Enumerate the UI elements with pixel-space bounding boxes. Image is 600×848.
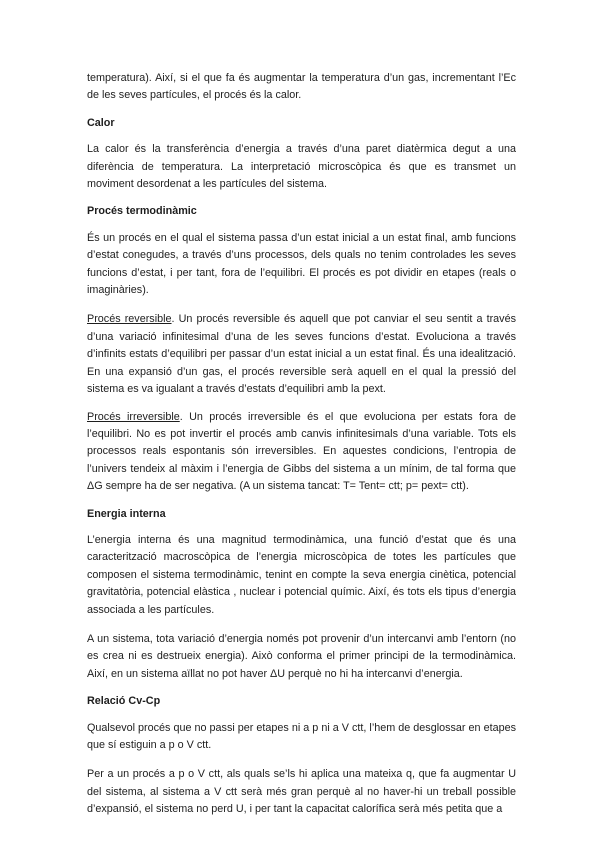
energia-interna-paragraph-2: A un sistema, tota variació d’energia només pot provenir d’un intercanvi amb l’entorn (no es crea ni es destrueix energia). Això conforma el primer principi de la termodinàmica. Així, en un sistema aïllat no pot haver ΔU perquè no hi ha intercanvi d’energia. [87, 632, 516, 680]
proces-reversible-term: Procés reversible [87, 313, 172, 326]
heading-energia-interna: Energia interna [87, 507, 166, 520]
heading-relacio-cv-cp: Relació Cv-Cp [87, 695, 161, 708]
relacio-paragraph-1: Qualsevol procés que no passi per etapes ni a p ni a V ctt, l’hem de desglossar en etapes que sí estiguin a p o V ctt. [87, 721, 516, 751]
heading-proces-termodinamic: Procés termodinàmic [87, 205, 197, 218]
energia-interna-paragraph-1: L’energia interna és una magnitud termodinàmica, una funció d’estat que és una caracterització macroscòpica de l’energia microscòpica de totes les partícules que composen el sistema termodinàmic, tenint en compte la seva energia cinètica, potencial gravitatòria, potencial elàstica , nuclear i potencial químic. Així, és tots els tipus d’energia associada a les partícules. [87, 533, 516, 616]
intro-paragraph: temperatura). Així, si el que fa és augmentar la temperatura d’un gas, incrementant l’Ec de les seves partícules, el procés és la calor. [87, 72, 516, 102]
proces-irreversible-term: Procés irreversible [87, 410, 180, 423]
proces-irreversible-text: . Un procés irreversible és el que evoluciona per estats fora de l’equilibri. No es pot invertir el procés amb canvis infinitesimals d’una variable. Tots els processos reals espontanis són irreversibles. En aquestes condicions, l’entropia de l’univers tendeix al màxim i l’energia de Gibbs del sistema a un mínim, de tal forma que ΔG sempre ha de ser negativa. (A un sistema tancat: T= Tent= ctt; p= pext= ctt). [87, 410, 516, 493]
proces-reversible-paragraph [87, 311, 516, 398]
proces-termodinamic-paragraph: És un procés en el qual el sistema passa d’un estat inicial a un estat final, amb funcions d’estat conegudes, a través d’uns processos, dels quals no tenim controlades les seves funcions d’estat, i per tant, fora de l’equilibri. El procés es pot dividir en etapes (reals o imaginàries). [87, 231, 516, 297]
heading-calor: Calor [87, 116, 115, 129]
proces-irreversible-paragraph [87, 409, 516, 496]
relacio-paragraph-2: Per a un procés a p o V ctt, als quals se’ls hi aplica una mateixa q, que fa augmentar U del sistema, al sistema a V ctt serà més gran perquè al no haver-hi un treball possible d’expansió, el sistema no perd U, i per tant la capacitat calorífica serà més petita que a [87, 768, 516, 816]
proces-reversible-text: . Un procés reversible és aquell que pot canviar el seu sentit a través d’una variació infinitesimal d’una de les seves funcions d’estat. Evoluciona a través d’infinits estats d’equilibri per passar d’un estat inicial a un estat final. És una idealització. En una expansió d’un gas, el procés reversible serà aquell en el qual la pressió del sistema es va igualant a través d’estats d’equilibri amb la pext. [87, 313, 516, 396]
calor-paragraph: La calor és la transferència d’energia a través d’una paret diatèrmica degut a una diferència de temperatura. La interpretació microscòpica és que es transmet un moviment desordenat a les partícules del sistema. [87, 143, 516, 191]
